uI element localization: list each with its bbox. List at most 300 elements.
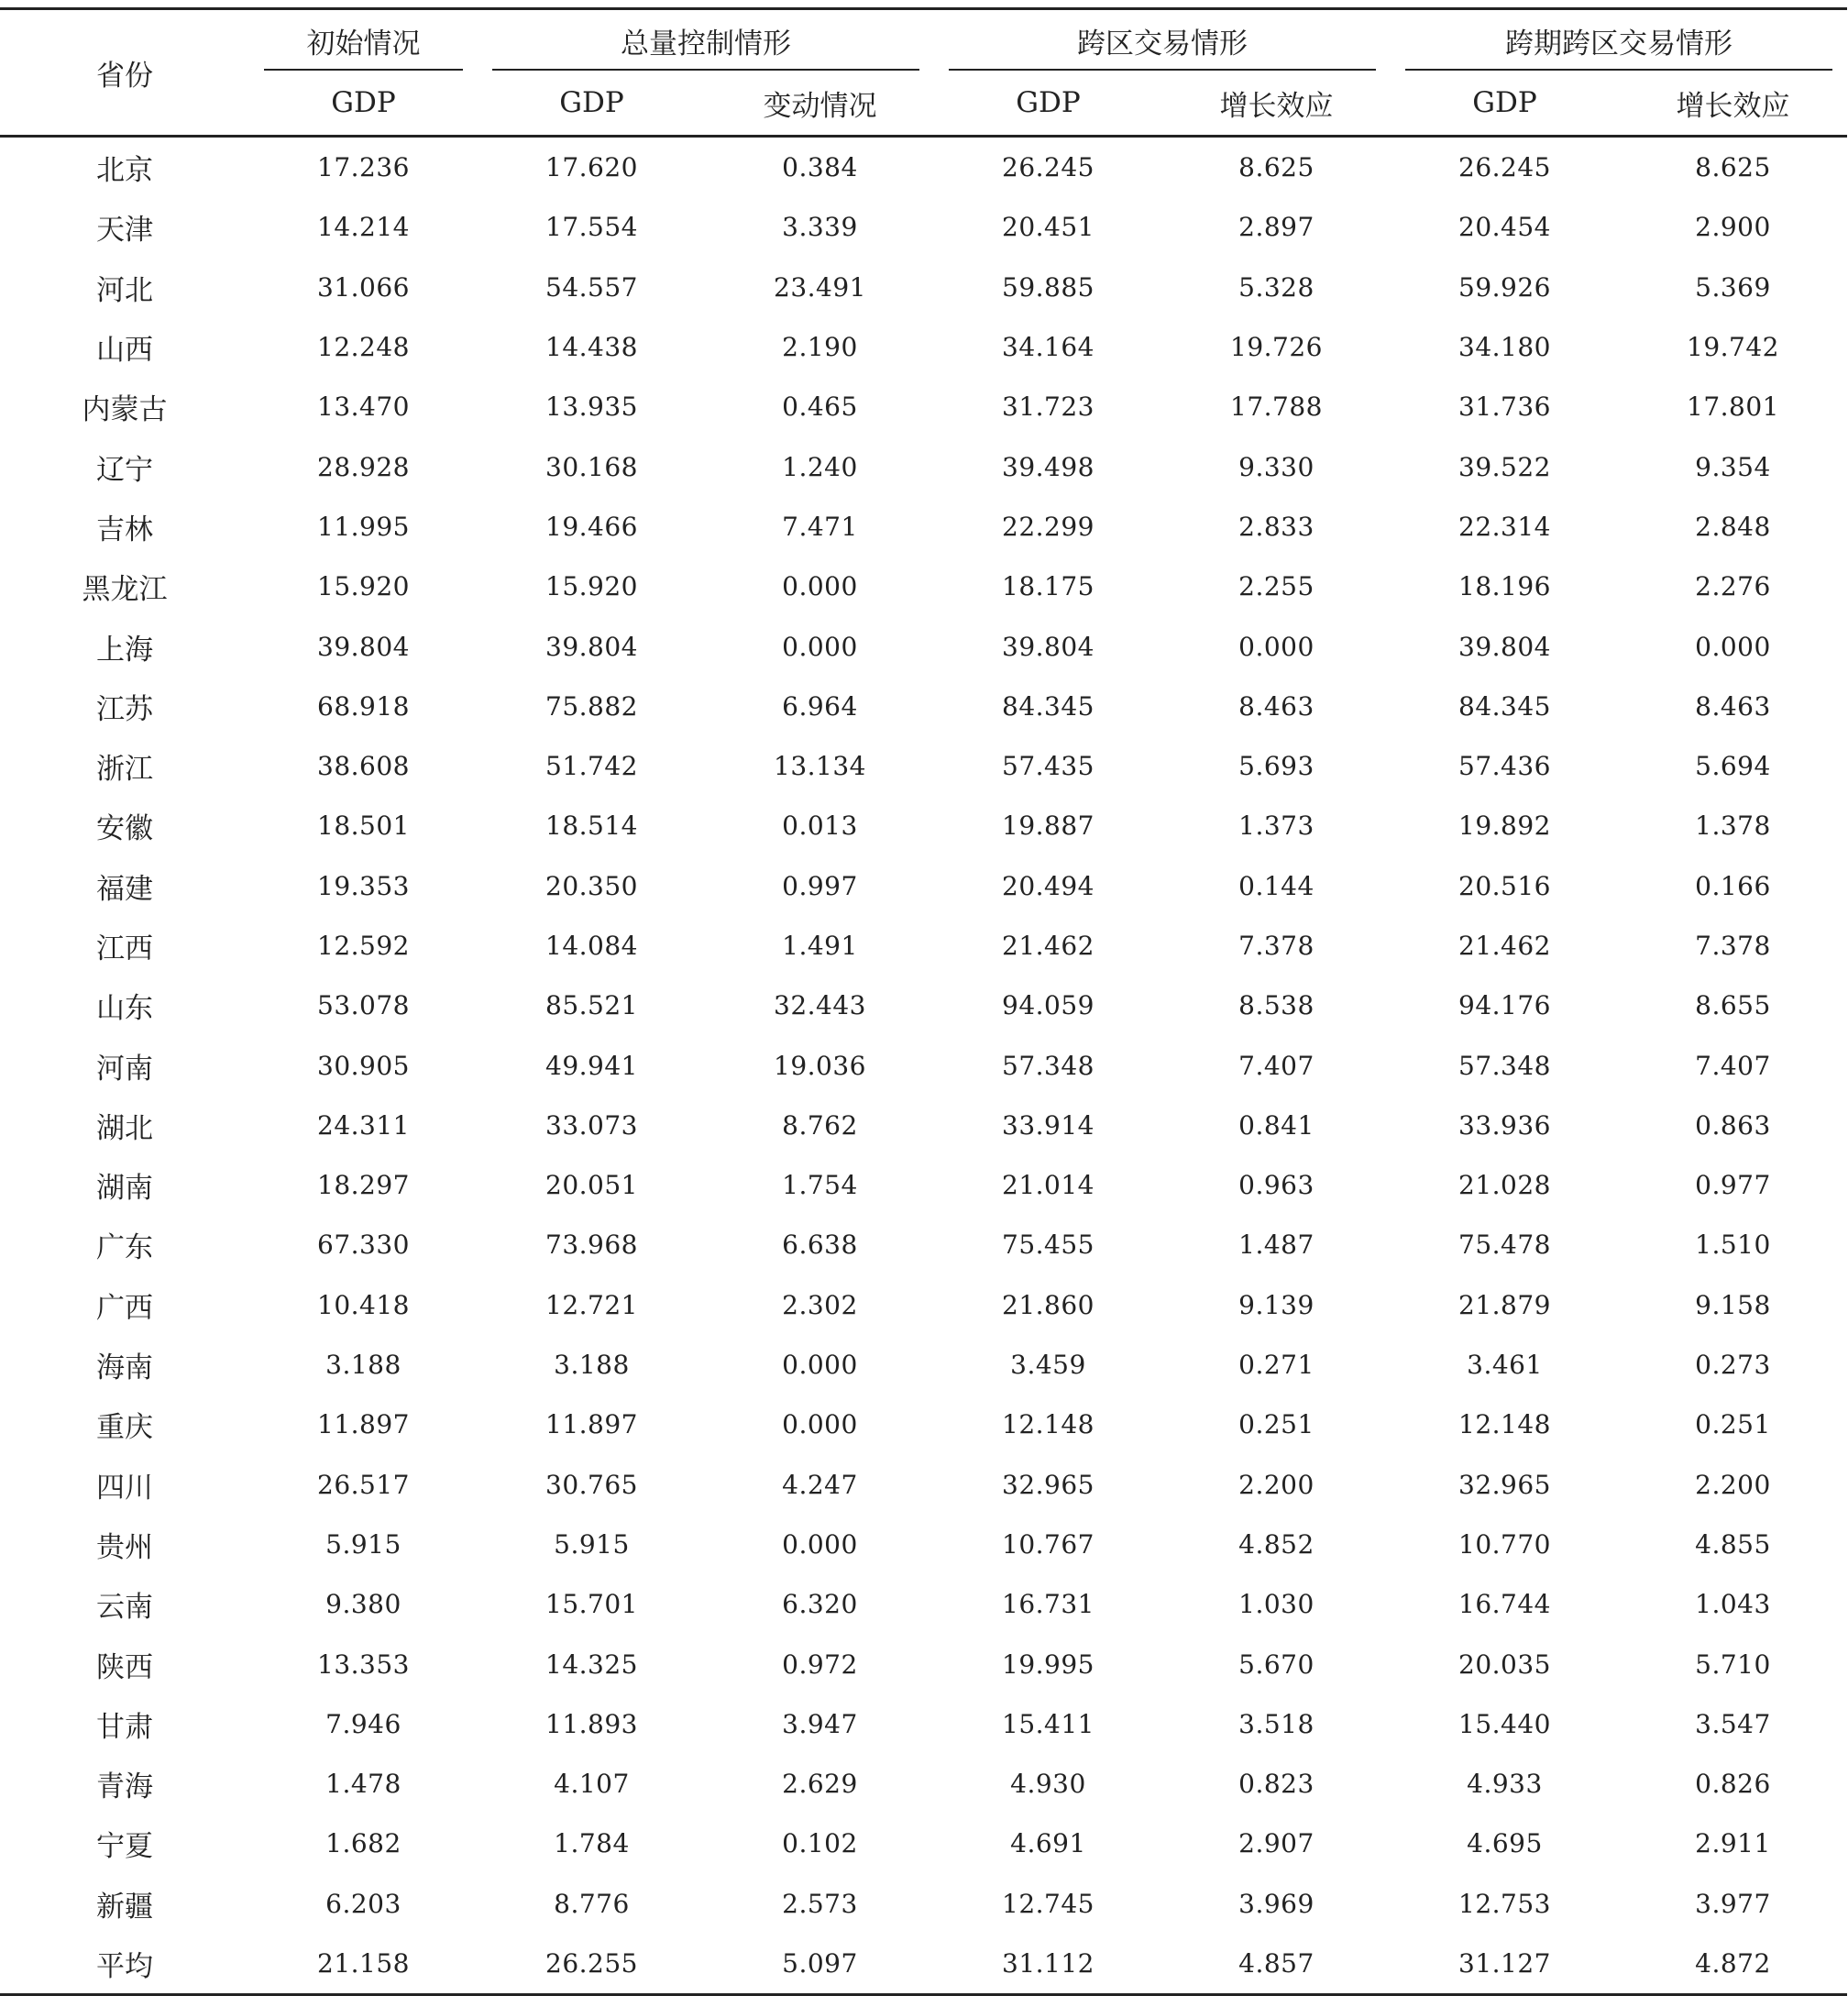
value-cell: 68.918: [317, 690, 410, 722]
table-header: [0, 9, 1847, 137]
value-cell: 0.841: [1238, 1109, 1314, 1141]
value-cell: 12.248: [317, 332, 410, 363]
value-cell: 84.345: [1458, 690, 1551, 722]
province-cell: 青海: [96, 1770, 153, 1804]
value-cell: 73.968: [545, 1230, 638, 1261]
table-row: [0, 1694, 1847, 1754]
value-cell: 2.911: [1695, 1828, 1771, 1859]
table-row: [0, 796, 1847, 855]
value-cell: 18.501: [317, 811, 410, 842]
province-cell: 海南: [96, 1351, 153, 1385]
value-cell: 0.251: [1695, 1409, 1771, 1440]
province-cell: 新疆: [96, 1890, 153, 1924]
value-cell: 4.247: [782, 1469, 858, 1500]
value-cell: 5.710: [1695, 1649, 1771, 1680]
value-cell: 4.930: [1010, 1769, 1086, 1800]
value-cell: 39.498: [1002, 451, 1094, 482]
value-cell: 26.245: [1458, 152, 1551, 183]
value-cell: 0.000: [782, 1350, 858, 1381]
value-cell: 2.897: [1238, 212, 1314, 243]
value-cell: 4.857: [1162, 1934, 1391, 1995]
value-cell: 0.000: [1238, 631, 1314, 662]
value-cell: 33.914: [1002, 1109, 1094, 1141]
value-cell: 39.804: [545, 631, 638, 662]
value-cell: 54.557: [545, 271, 638, 303]
subcol-header: GDP: [934, 71, 1162, 137]
value-cell: 17.788: [1230, 391, 1323, 423]
value-cell: 13.935: [545, 391, 638, 423]
value-cell: 3.188: [325, 1350, 402, 1381]
value-cell: 10.418: [317, 1289, 410, 1320]
value-cell: 20.454: [1458, 212, 1551, 243]
table-body: [0, 137, 1847, 1995]
value-cell: 59.926: [1458, 271, 1551, 303]
group-header-cross-region-label: 跨区交易情形: [1077, 27, 1248, 61]
value-cell: 0.465: [782, 391, 858, 423]
value-cell: 33.073: [545, 1109, 638, 1141]
value-cell: 1.510: [1695, 1230, 1771, 1261]
table-row: [0, 976, 1847, 1035]
value-cell: 18.514: [545, 811, 638, 842]
value-cell: 15.920: [545, 571, 638, 602]
value-cell: 0.000: [782, 631, 858, 662]
value-cell: 11.893: [545, 1708, 638, 1739]
value-cell: 15.411: [1002, 1708, 1094, 1739]
value-cell: 15.440: [1458, 1708, 1551, 1739]
value-cell: 0.972: [782, 1649, 858, 1680]
value-cell: 18.175: [1002, 571, 1094, 602]
group-underline: [949, 69, 1376, 71]
province-cell: 湖南: [96, 1172, 153, 1206]
value-cell: 1.030: [1238, 1589, 1314, 1620]
table-row: [0, 1574, 1847, 1634]
value-cell: 0.000: [1695, 631, 1771, 662]
value-cell: 22.314: [1458, 511, 1551, 542]
table-row: [0, 1754, 1847, 1814]
value-cell: 31.127: [1391, 1934, 1619, 1995]
value-cell: 30.765: [545, 1469, 638, 1500]
province-cell: 云南: [96, 1591, 153, 1625]
value-cell: 20.494: [1002, 870, 1094, 901]
value-cell: 75.455: [1002, 1230, 1094, 1261]
value-cell: 11.897: [317, 1409, 410, 1440]
value-cell: 3.977: [1695, 1888, 1771, 1919]
value-cell: 14.438: [545, 332, 638, 363]
value-cell: 14.084: [545, 931, 638, 961]
value-cell: 0.826: [1695, 1769, 1771, 1800]
value-cell: 2.200: [1238, 1469, 1314, 1500]
group-underline: [264, 69, 463, 71]
value-cell: 20.451: [1002, 212, 1094, 243]
value-cell: 8.463: [1695, 690, 1771, 722]
table-row: [0, 1035, 1847, 1095]
value-cell: 4.872: [1619, 1934, 1847, 1995]
value-cell: 5.369: [1695, 271, 1771, 303]
value-cell: 2.255: [1238, 571, 1314, 602]
table-row: [0, 736, 1847, 796]
value-cell: 0.823: [1238, 1769, 1314, 1800]
value-cell: 14.325: [545, 1649, 638, 1680]
value-cell: 57.348: [1002, 1050, 1094, 1081]
table-row: [0, 1814, 1847, 1873]
table-row: [0, 137, 1847, 198]
value-cell: 12.148: [1458, 1409, 1551, 1440]
value-cell: 32.965: [1002, 1469, 1094, 1500]
province-cell: 河南: [96, 1052, 153, 1086]
value-cell: 39.804: [1458, 631, 1551, 662]
value-cell: 3.547: [1695, 1708, 1771, 1739]
value-cell: 10.767: [1002, 1528, 1094, 1560]
value-cell: 13.470: [317, 391, 410, 423]
table-row: [0, 497, 1847, 557]
value-cell: 0.251: [1238, 1409, 1314, 1440]
value-cell: 1.682: [325, 1828, 402, 1859]
value-cell: 19.466: [545, 511, 638, 542]
value-cell: 75.478: [1458, 1230, 1551, 1261]
value-cell: 15.920: [317, 571, 410, 602]
value-cell: 84.345: [1002, 690, 1094, 722]
value-cell: 3.188: [554, 1350, 630, 1381]
value-cell: 4.695: [1467, 1828, 1543, 1859]
subcol-header: GDP: [1391, 71, 1619, 137]
group-underline: [1405, 69, 1832, 71]
value-cell: 0.963: [1238, 1170, 1314, 1201]
province-cell: 黑龙江: [82, 573, 168, 607]
group-header-total-control: [478, 9, 934, 72]
value-cell: 30.168: [545, 451, 638, 482]
value-cell: 23.491: [774, 271, 866, 303]
value-cell: 12.753: [1458, 1888, 1551, 1919]
value-cell: 19.892: [1458, 811, 1551, 842]
value-cell: 6.964: [782, 690, 858, 722]
province-cell: 辽宁: [96, 453, 153, 487]
value-cell: 1.373: [1238, 811, 1314, 842]
value-cell: 94.059: [1002, 990, 1094, 1021]
value-cell: 13.353: [317, 1649, 410, 1680]
value-cell: 21.158: [249, 1934, 478, 1995]
value-cell: 19.036: [774, 1050, 866, 1081]
value-cell: 7.407: [1695, 1050, 1771, 1081]
province-cell: 广东: [96, 1231, 153, 1265]
province-cell: 江苏: [96, 692, 153, 726]
value-cell: 1.043: [1695, 1589, 1771, 1620]
province-cell: 四川: [96, 1471, 153, 1505]
value-cell: 13.134: [774, 751, 866, 782]
value-cell: 21.014: [1002, 1170, 1094, 1201]
group-header-initial-label: 初始情况: [306, 27, 421, 61]
value-cell: 32.965: [1458, 1469, 1551, 1500]
province-cell: 福建: [96, 872, 153, 906]
province-cell: 河北: [96, 273, 153, 307]
value-cell: 18.297: [317, 1170, 410, 1201]
table-row: [0, 1275, 1847, 1335]
table-row: [0, 1455, 1847, 1515]
value-cell: 94.176: [1458, 990, 1551, 1021]
subcol-header: GDP: [478, 71, 706, 137]
table-row: [0, 436, 1847, 496]
value-cell: 4.933: [1467, 1769, 1543, 1800]
value-cell: 12.592: [317, 931, 410, 961]
table-row: [0, 616, 1847, 676]
value-cell: 2.573: [782, 1888, 858, 1919]
value-cell: 4.852: [1238, 1528, 1314, 1560]
subcol-header: 增长效应: [1619, 71, 1847, 137]
value-cell: 1.754: [782, 1170, 858, 1201]
value-cell: 0.997: [782, 870, 858, 901]
value-cell: 26.255: [478, 1934, 706, 1995]
value-cell: 1.491: [782, 931, 858, 961]
value-cell: 3.339: [782, 212, 858, 243]
value-cell: 39.804: [317, 631, 410, 662]
table-row: [0, 1874, 1847, 1934]
value-cell: 0.273: [1695, 1350, 1771, 1381]
province-column-header: 省份: [0, 9, 249, 137]
value-cell: 0.144: [1238, 870, 1314, 901]
value-cell: 16.744: [1458, 1589, 1551, 1620]
table-row: [0, 856, 1847, 916]
value-cell: 3.947: [782, 1708, 858, 1739]
value-cell: 38.608: [317, 751, 410, 782]
value-cell: 2.629: [782, 1769, 858, 1800]
value-cell: 1.487: [1238, 1230, 1314, 1261]
province-cell: 安徽: [96, 812, 153, 846]
value-cell: 5.915: [325, 1528, 402, 1560]
value-cell: 4.855: [1695, 1528, 1771, 1560]
value-cell: 20.035: [1458, 1649, 1551, 1680]
table-row: [0, 677, 1847, 736]
value-cell: 31.736: [1458, 391, 1551, 423]
subcol-header: GDP: [249, 71, 478, 137]
value-cell: 12.745: [1002, 1888, 1094, 1919]
table-row: [0, 1395, 1847, 1454]
value-cell: 32.443: [774, 990, 866, 1021]
value-cell: 6.638: [782, 1230, 858, 1261]
value-cell: 1.240: [782, 451, 858, 482]
value-cell: 1.784: [554, 1828, 630, 1859]
subcol-header: 增长效应: [1162, 71, 1391, 137]
table-row: [0, 557, 1847, 616]
value-cell: 5.693: [1238, 751, 1314, 782]
value-cell: 31.112: [934, 1934, 1162, 1995]
gdp-table: [0, 7, 1847, 1996]
value-cell: 0.977: [1695, 1170, 1771, 1201]
value-cell: 18.196: [1458, 571, 1551, 602]
group-header-total-control-label: 总量控制情形: [621, 27, 791, 61]
value-cell: 2.276: [1695, 571, 1771, 602]
province-cell: 上海: [96, 633, 153, 667]
value-cell: 19.353: [317, 870, 410, 901]
value-cell: 7.407: [1238, 1050, 1314, 1081]
province-cell: 江西: [96, 932, 153, 965]
group-header-intertemporal: [1391, 9, 1847, 72]
value-cell: 20.516: [1458, 870, 1551, 901]
value-cell: 0.000: [782, 1409, 858, 1440]
value-cell: 2.200: [1695, 1469, 1771, 1500]
province-cell: 宁夏: [96, 1830, 153, 1864]
value-cell: 0.000: [782, 1528, 858, 1560]
value-cell: 39.522: [1458, 451, 1551, 482]
value-cell: 24.311: [317, 1109, 410, 1141]
value-cell: 12.721: [545, 1289, 638, 1320]
value-cell: 3.459: [1010, 1350, 1086, 1381]
value-cell: 1.378: [1695, 811, 1771, 842]
value-cell: 8.762: [782, 1109, 858, 1141]
table-row: [0, 1215, 1847, 1274]
value-cell: 22.299: [1002, 511, 1094, 542]
value-cell: 53.078: [317, 990, 410, 1021]
value-cell: 0.863: [1695, 1109, 1771, 1141]
value-cell: 0.102: [782, 1828, 858, 1859]
value-cell: 21.028: [1458, 1170, 1551, 1201]
value-cell: 9.139: [1238, 1289, 1314, 1320]
value-cell: 11.995: [317, 511, 410, 542]
value-cell: 19.995: [1002, 1649, 1094, 1680]
value-cell: 31.066: [317, 271, 410, 303]
table-row: [0, 1155, 1847, 1215]
table-row: [0, 1096, 1847, 1155]
value-cell: 7.946: [325, 1708, 402, 1739]
value-cell: 9.330: [1238, 451, 1314, 482]
value-cell: 9.380: [325, 1589, 402, 1620]
value-cell: 30.905: [317, 1050, 410, 1081]
table-row: [0, 377, 1847, 436]
value-cell: 2.302: [782, 1289, 858, 1320]
value-cell: 7.378: [1238, 931, 1314, 961]
value-cell: 21.879: [1458, 1289, 1551, 1320]
province-cell: 贵州: [96, 1530, 153, 1564]
value-cell: 20.350: [545, 870, 638, 901]
value-cell: 51.742: [545, 751, 638, 782]
table-row: [0, 1934, 1847, 1995]
value-cell: 4.107: [554, 1769, 630, 1800]
value-cell: 3.969: [1238, 1888, 1314, 1919]
province-cell: 山西: [96, 334, 153, 368]
value-cell: 15.701: [545, 1589, 638, 1620]
province-cell: 陕西: [96, 1650, 153, 1684]
value-cell: 5.328: [1238, 271, 1314, 303]
value-cell: 2.848: [1695, 511, 1771, 542]
value-cell: 14.214: [317, 212, 410, 243]
value-cell: 8.463: [1238, 690, 1314, 722]
table-row: [0, 1634, 1847, 1693]
value-cell: 8.655: [1695, 990, 1771, 1021]
value-cell: 21.462: [1458, 931, 1551, 961]
value-cell: 19.887: [1002, 811, 1094, 842]
value-cell: 2.190: [782, 332, 858, 363]
value-cell: 17.554: [545, 212, 638, 243]
value-cell: 7.471: [782, 511, 858, 542]
value-cell: 2.900: [1695, 212, 1771, 243]
value-cell: 1.478: [325, 1769, 402, 1800]
province-cell: 平均: [0, 1934, 249, 1995]
value-cell: 17.620: [545, 152, 638, 183]
value-cell: 39.804: [1002, 631, 1094, 662]
value-cell: 3.461: [1467, 1350, 1543, 1381]
value-cell: 3.518: [1238, 1708, 1314, 1739]
table-row: [0, 258, 1847, 317]
province-cell: 吉林: [96, 513, 153, 546]
province-cell: 天津: [96, 214, 153, 248]
province-cell: 山东: [96, 992, 153, 1026]
province-cell: 内蒙古: [82, 393, 168, 427]
table-row: [0, 197, 1847, 257]
value-cell: 0.013: [782, 811, 858, 842]
value-cell: 34.164: [1002, 332, 1094, 363]
value-cell: 21.462: [1002, 931, 1094, 961]
value-cell: 0.000: [782, 571, 858, 602]
value-cell: 17.236: [317, 152, 410, 183]
group-underline: [492, 69, 919, 71]
group-header-intertemporal-label: 跨期跨区交易情形: [1505, 27, 1732, 61]
value-cell: 49.941: [545, 1050, 638, 1081]
value-cell: 8.625: [1695, 152, 1771, 183]
value-cell: 9.354: [1695, 451, 1771, 482]
value-cell: 9.158: [1695, 1289, 1771, 1320]
value-cell: 5.670: [1238, 1649, 1314, 1680]
value-cell: 85.521: [545, 990, 638, 1021]
value-cell: 2.907: [1238, 1828, 1314, 1859]
value-cell: 19.726: [1230, 332, 1323, 363]
value-cell: 17.801: [1687, 391, 1779, 423]
value-cell: 6.203: [325, 1888, 402, 1919]
value-cell: 19.742: [1687, 332, 1779, 363]
value-cell: 20.051: [545, 1170, 638, 1201]
value-cell: 31.723: [1002, 391, 1094, 423]
value-cell: 8.776: [554, 1888, 630, 1919]
value-cell: 6.320: [782, 1589, 858, 1620]
province-cell: 浙江: [96, 753, 153, 787]
value-cell: 75.882: [545, 690, 638, 722]
value-cell: 57.435: [1002, 751, 1094, 782]
group-header-initial: [249, 9, 478, 72]
value-cell: 7.378: [1695, 931, 1771, 961]
value-cell: 5.097: [706, 1934, 934, 1995]
value-cell: 59.885: [1002, 271, 1094, 303]
value-cell: 34.180: [1458, 332, 1551, 363]
value-cell: 21.860: [1002, 1289, 1094, 1320]
value-cell: 8.625: [1238, 152, 1314, 183]
province-cell: 甘肃: [96, 1710, 153, 1744]
province-cell: 重庆: [96, 1411, 153, 1445]
value-cell: 0.166: [1695, 870, 1771, 901]
value-cell: 12.148: [1002, 1409, 1094, 1440]
province-cell: 北京: [96, 154, 153, 188]
value-cell: 28.928: [317, 451, 410, 482]
value-cell: 16.731: [1002, 1589, 1094, 1620]
value-cell: 26.517: [317, 1469, 410, 1500]
value-cell: 0.271: [1238, 1350, 1314, 1381]
value-cell: 26.245: [1002, 152, 1094, 183]
table-row: [0, 1515, 1847, 1574]
value-cell: 57.348: [1458, 1050, 1551, 1081]
table-row: [0, 1335, 1847, 1395]
value-cell: 10.770: [1458, 1528, 1551, 1560]
value-cell: 8.538: [1238, 990, 1314, 1021]
value-cell: 5.915: [554, 1528, 630, 1560]
value-cell: 33.936: [1458, 1109, 1551, 1141]
value-cell: 11.897: [545, 1409, 638, 1440]
value-cell: 5.694: [1695, 751, 1771, 782]
table-row: [0, 916, 1847, 976]
province-cell: 湖北: [96, 1111, 153, 1145]
subcol-header: 变动情况: [706, 71, 934, 137]
value-cell: 57.436: [1458, 751, 1551, 782]
value-cell: 67.330: [317, 1230, 410, 1261]
value-cell: 2.833: [1238, 511, 1314, 542]
table-row: [0, 317, 1847, 377]
value-cell: 4.691: [1010, 1828, 1086, 1859]
province-cell: 广西: [96, 1291, 153, 1325]
